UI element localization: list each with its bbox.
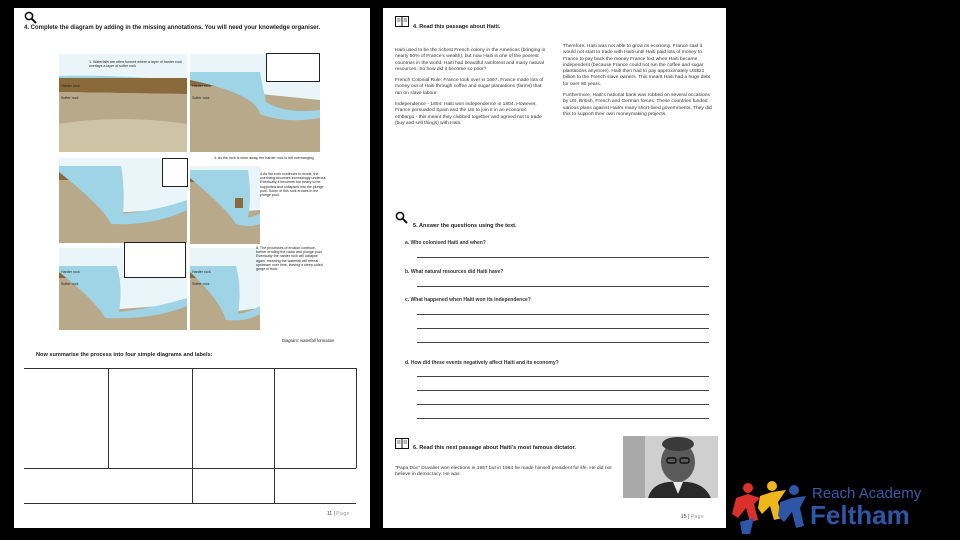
blank-annotation-box xyxy=(124,242,186,278)
label-harder-rock: Harder rock xyxy=(61,84,80,88)
answer-line[interactable] xyxy=(417,418,709,419)
page-footer-left: 11 | Page xyxy=(327,511,350,517)
magnifier-icon xyxy=(395,211,408,224)
answer-line[interactable] xyxy=(417,286,709,287)
annotation-step3: 4. As the rock is worn away, the harder rock is left overhanging xyxy=(214,156,314,160)
annotation-step1: 1. Waterfalls are often formed where a layer of harder rock overlays a layer of softer rock xyxy=(89,60,182,69)
book-icon xyxy=(395,16,409,27)
task-heading: 4. Complete the diagram by adding in the missing annotations. You will need your knowledge organiser. xyxy=(24,25,321,31)
diagram-caption: Diagram: waterfall formation xyxy=(282,338,335,343)
passage-column-1 xyxy=(395,48,547,132)
logo-line1: Reach Academy xyxy=(812,485,922,502)
question-d: d. How did these events negatively affect Haiti and its economy? xyxy=(405,360,559,366)
passage-paragraph: French Colonial Rule: France took over in 1697. France made lots of money out of Haiti through coffee and sugar plantations (farms) that ran on slave labour. xyxy=(395,78,544,96)
summary-table xyxy=(24,368,356,503)
answer-line[interactable] xyxy=(417,328,709,329)
annotation-step4: 4.As the rock continues to erode, the overhang becomes increasingly undercut. Eventually it becomes too heavy to be supported and collapses into the plunge pool. Some of this rock erodes in the plunge pool. xyxy=(260,172,327,198)
answer-line[interactable] xyxy=(417,257,709,258)
answer-line[interactable] xyxy=(417,342,709,343)
question-b: b. What natural resources did Haiti have? xyxy=(405,269,504,275)
answer-line[interactable] xyxy=(417,376,709,377)
question-c: c. What happened when Haiti won its independence? xyxy=(405,297,531,303)
answer-line[interactable] xyxy=(417,314,709,315)
summary-heading: Now summarise the process into four simple diagrams and labels: xyxy=(36,352,213,358)
passage-paragraph: Therefore, Haiti was not able to grow its economy. France said it would not start to trade with Haiti until Haiti paid lots of money to France to pay back the money France lost when Haiti became independent (because France could not run the coffee and sugar plantations anymore). Haiti then had to pay approximately US$21 billion to the French slave owners. This meant Haiti had a huge debt for over 80 years. xyxy=(563,44,711,87)
question-a: a. Who colonised Haiti and when? xyxy=(405,240,486,246)
book-icon xyxy=(395,438,409,449)
worksheet-page-left xyxy=(14,8,370,528)
diagram-panel-4 xyxy=(190,166,260,244)
dictator-heading: 6. Read this next passage about Haiti's most famous dictator. xyxy=(413,445,576,451)
label-harder-rock-4: Harder rock xyxy=(192,270,211,274)
label-softer-rock: Softer rock xyxy=(61,96,79,100)
page-footer-right: 15 | Page xyxy=(681,514,705,520)
passage-paragraph: Furthermore, Haiti's national bank was robbed on several occasions by US, British, French and German forces. These countries funded various plans against Haiti's many short-lived governments. They did this to support their own moneymaking projects. xyxy=(563,93,712,117)
logo-figures-icon xyxy=(730,478,810,536)
blank-annotation-box xyxy=(266,53,320,82)
passage-column-2 xyxy=(563,44,715,123)
blank-annotation-box xyxy=(162,158,188,187)
answer-heading: 5. Answer the questions using the text. xyxy=(413,223,517,229)
page-number: 15 xyxy=(681,514,687,520)
passage-paragraph: Haiti used to be the richest French colony in the Americas (bringing in nearly 50% of France's wealth), but now Haiti is one of the poorest countries in the world. Haiti had beautiful rainforest and many natural resources. So how did it become so poor? xyxy=(395,48,546,72)
logo-line2: Feltham xyxy=(810,500,910,530)
diagram-panel-1 xyxy=(59,54,187,152)
passage-paragraph: Independence - 1804: Haiti won independence in 1804. However, France persuaded Spain and the US to join it in an economic embargo - this meant they clubbed together and agreed not to trade (buy and sell things) with Haiti. xyxy=(395,102,542,126)
answer-line[interactable] xyxy=(417,390,709,391)
magnifier-icon xyxy=(24,11,37,24)
reach-academy-logo xyxy=(730,478,960,536)
page-number: 11 xyxy=(327,511,333,517)
diagram-panel-6 xyxy=(190,248,260,330)
page-word: Page xyxy=(336,511,350,517)
label-harder-rock-2: Harder rock xyxy=(192,84,211,88)
label-harder-rock-3: Harder rock xyxy=(61,270,80,274)
read-heading: 4. Read this passage about Haiti. xyxy=(413,24,501,30)
label-softer-rock-4: Softer rock xyxy=(192,282,210,286)
label-softer-rock-3: Softer rock xyxy=(61,282,79,286)
annotation-step6: 6. The processes of erosion continue, further eroding the rocks and plunge pool. Eventually the harder rock will collapse again, meaning the waterfall will retreat upstream over time, leaving a steep-sided gorge in front. xyxy=(256,246,323,272)
label-softer-rock-2: Softer rock xyxy=(192,96,210,100)
answer-line[interactable] xyxy=(417,404,709,405)
duvalier-photo xyxy=(623,436,718,498)
worksheet-page-right xyxy=(383,8,726,528)
dictator-passage: "Papa Doc" Duvalier won elections in 1957 but in 1964 he made himself president for life. He did not believe in democracy. He was xyxy=(395,466,612,478)
page-word: Page xyxy=(690,514,705,520)
